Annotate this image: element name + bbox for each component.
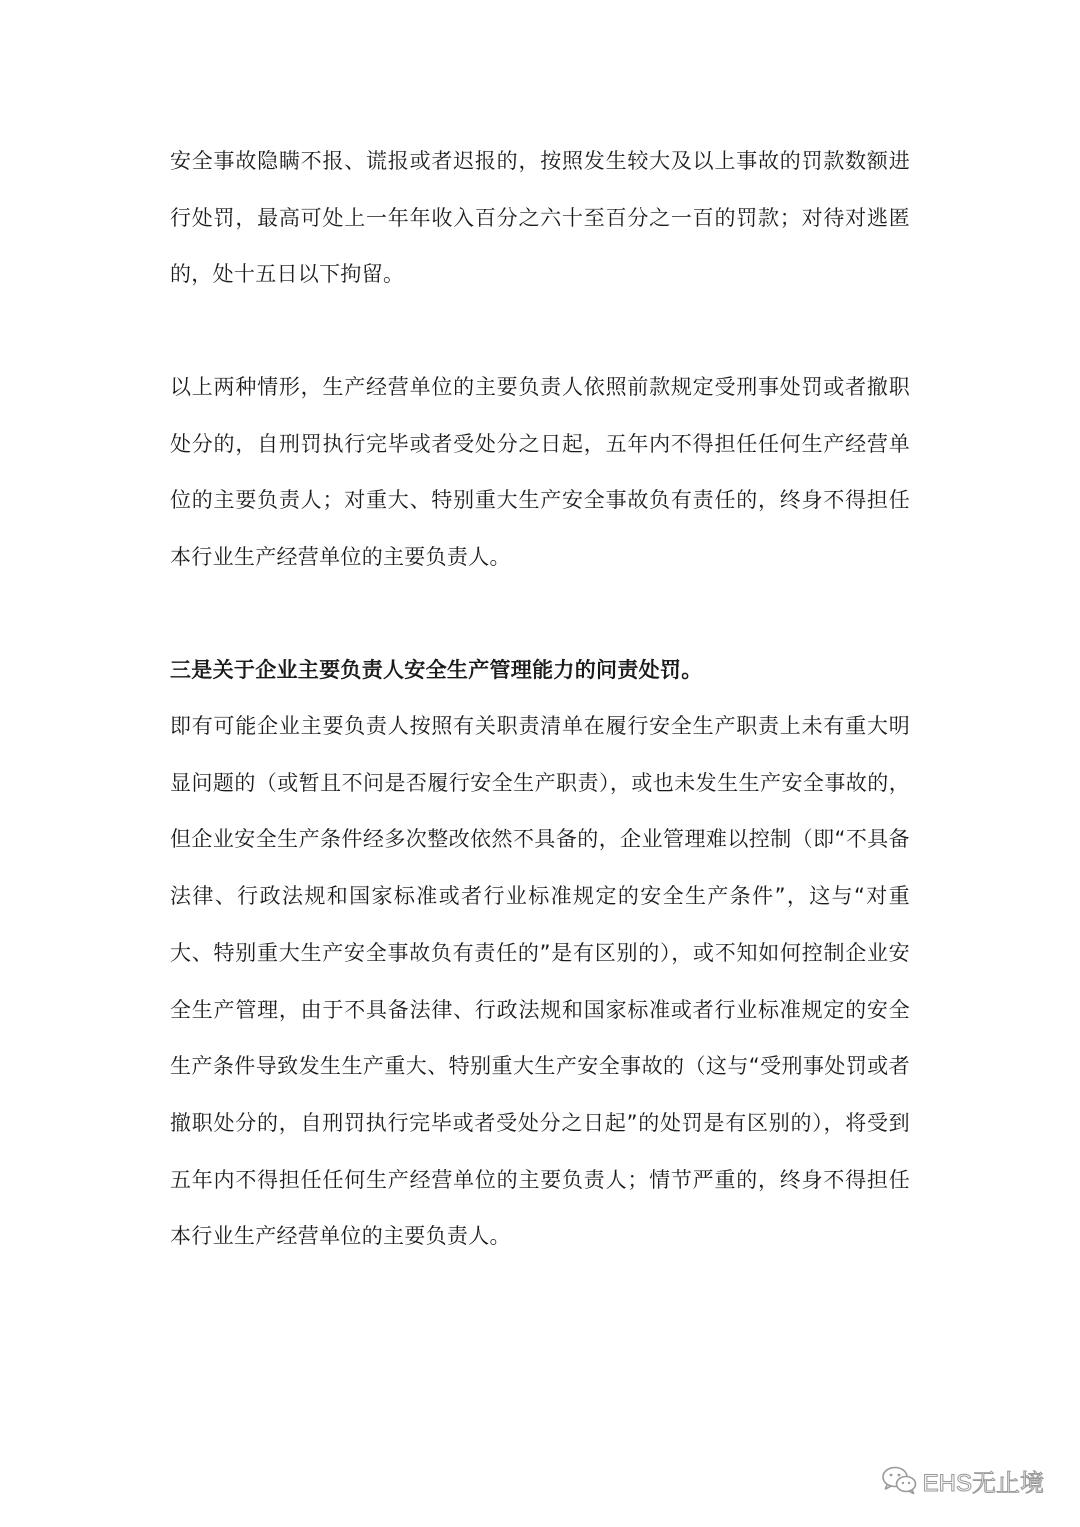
watermark-text: EHS无止境: [922, 1469, 1044, 1497]
paragraph-accident-concealment: 安全事故隐瞒不报、谎报或者迟报的，按照发生较大及以上事故的罚款数额进行处罚，最高可处上一年年收入百分之六十至百分之一百的罚款；对待对逃匿的，处十五日以下拘留。: [170, 149, 910, 287]
wechat-icon: [881, 1465, 917, 1495]
paragraph-management-capability: 即有可能企业主要负责人按照有关职责清单在履行安全生产职责上未有重大明显问题的（或暂且不问是否履行安全生产职责），或也未发生生产安全事故的，但企业安全生产条件经多次整改依然不具备的，企业管理难以控制（即“不具备法律、行政法规和国家标准或者行业标准规定的安全生产条件”，这与“对重大、特别重大生产安全事故负有责任的”是有区别的），或不知如何控制企业安全生产管理，由于不具备法律、行政法规和国家标准或者行业标准规定的安全生产条件导致发生生产重大、特别重大生产安全事故的（这与“受刑事处罚或者撤职处分的，自刑罚执行完毕或者受处分之日起”的处罚是有区别的），将受到五年内不得担任任何生产经营单位的主要负责人；情节严重的，终身不得担任本行业生产经营单位的主要负责人。: [170, 714, 910, 1249]
paragraph-two-situations: 以上两种情形，生产经营单位的主要负责人依照前款规定受刑事处罚或者撤职处分的，自刑罚执行完毕或者受处分之日起，五年内不得担任任何生产经营单位的主要负责人；对重大、特别重大生产安全事故负有责任的，终身不得担任本行业生产经营单位的主要负责人。: [170, 375, 910, 570]
section-heading-three: 三是关于企业主要负责人安全生产管理能力的问责处罚。: [170, 658, 703, 682]
watermark: [881, 1460, 1044, 1500]
